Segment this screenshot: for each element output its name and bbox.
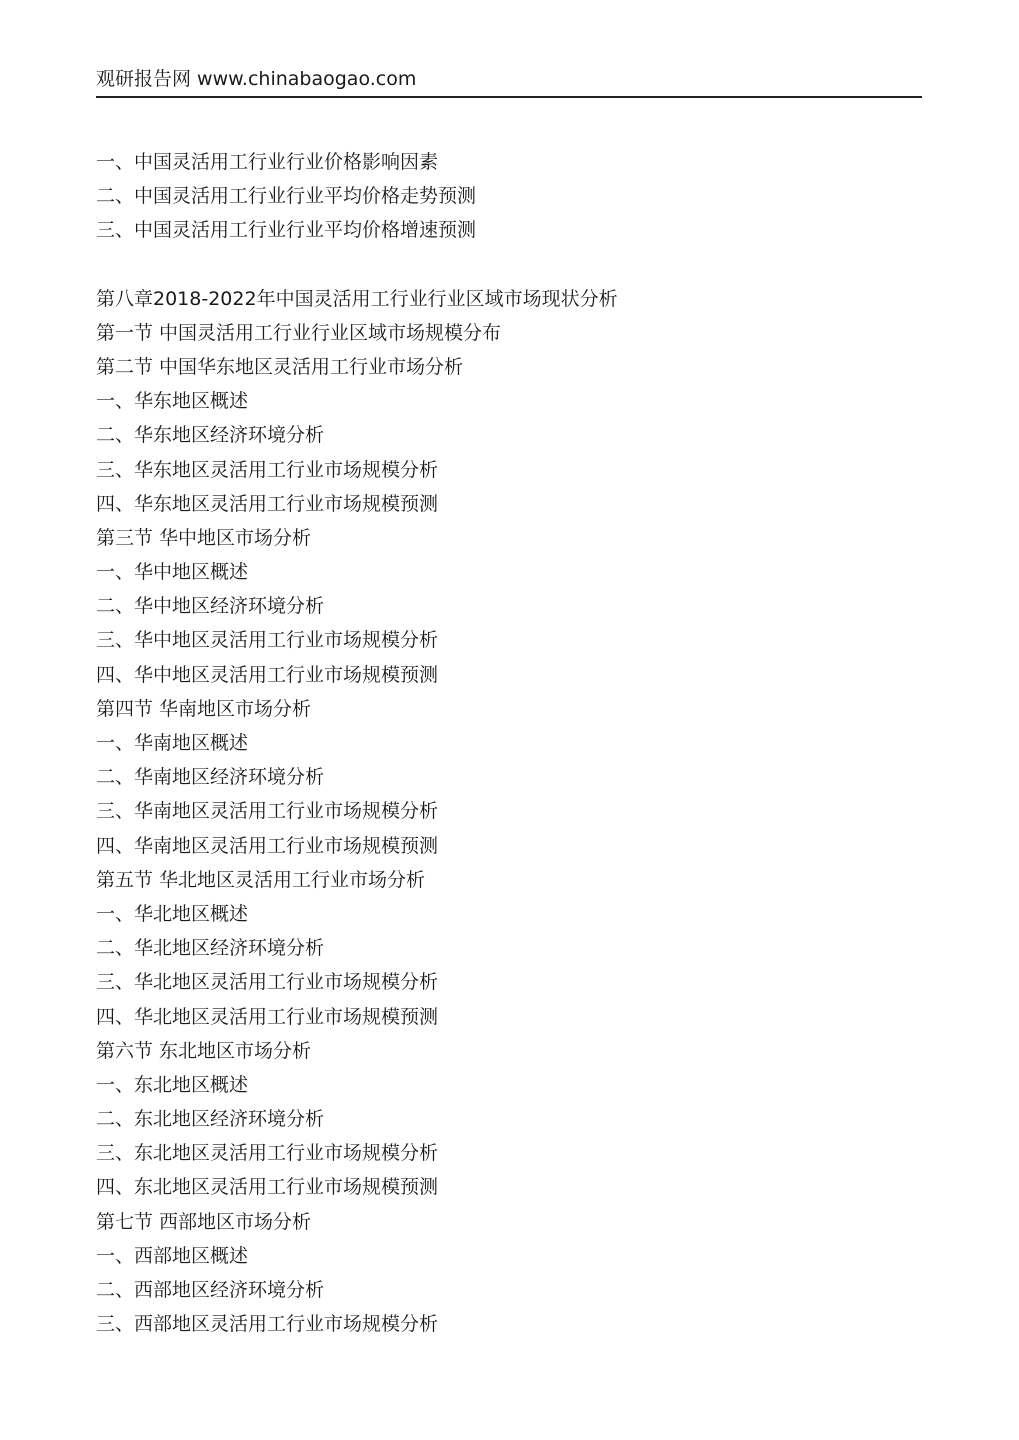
toc-section: 第四节 华南地区市场分析 xyxy=(96,697,312,720)
toc-section: 第七节 西部地区市场分析 xyxy=(96,1210,312,1233)
toc-item: 三、华北地区灵活用工行业市场规模分析 xyxy=(96,971,439,994)
toc-item: 四、华南地区灵活用工行业市场规模预测 xyxy=(96,834,439,857)
toc-item: 一、中国灵活用工行业行业价格影响因素 xyxy=(96,151,439,173)
toc-item: 四、华东地区灵活用工行业市场规模预测 xyxy=(96,492,439,515)
toc-item: 三、华东地区灵活用工行业市场规模分析 xyxy=(96,458,439,481)
toc-item: 四、东北地区灵活用工行业市场规模预测 xyxy=(96,1176,439,1199)
toc-item: 二、华南地区经济环境分析 xyxy=(96,766,325,789)
toc-item: 三、华南地区灵活用工行业市场规模分析 xyxy=(96,800,439,823)
toc-item: 四、华北地区灵活用工行业市场规模预测 xyxy=(96,1005,439,1028)
toc-group-chapter-8 xyxy=(96,282,922,1342)
toc-item: 一、华东地区概述 xyxy=(96,390,249,413)
toc-item: 三、东北地区灵活用工行业市场规模分析 xyxy=(96,1142,439,1165)
toc-item: 一、华南地区概述 xyxy=(96,732,249,754)
toc-item: 三、华中地区灵活用工行业市场规模分析 xyxy=(96,629,439,652)
toc-section: 第五节 华北地区灵活用工行业市场分析 xyxy=(96,868,426,891)
toc-item: 一、华中地区概述 xyxy=(96,561,249,584)
toc-section: 第三节 华中地区市场分析 xyxy=(96,526,312,549)
toc-item: 二、华北地区经济环境分析 xyxy=(96,937,325,960)
toc-section: 第二节 中国华东地区灵活用工行业市场分析 xyxy=(96,355,464,378)
toc-item: 二、华中地区经济环境分析 xyxy=(96,595,325,618)
toc-group-price xyxy=(96,145,922,248)
table-of-contents xyxy=(96,145,922,1341)
toc-section: 第一节 中国灵活用工行业行业区域市场规模分布 xyxy=(96,321,502,344)
toc-item: 一、西部地区概述 xyxy=(96,1244,249,1267)
toc-item: 四、华中地区灵活用工行业市场规模预测 xyxy=(96,663,439,686)
toc-item: 二、东北地区经济环境分析 xyxy=(96,1108,325,1131)
toc-item: 一、东北地区概述 xyxy=(96,1073,249,1096)
toc-item: 二、西部地区经济环境分析 xyxy=(96,1279,325,1301)
toc-chapter-title: 第八章2018-2022年中国灵活用工行业行业区域市场现状分析 xyxy=(96,287,618,310)
toc-section: 第六节 东北地区市场分析 xyxy=(96,1039,312,1062)
toc-item: 二、华东地区经济环境分析 xyxy=(96,424,325,447)
toc-item: 二、中国灵活用工行业行业平均价格走势预测 xyxy=(96,185,477,208)
page-header xyxy=(96,66,922,98)
toc-item: 三、西部地区灵活用工行业市场规模分析 xyxy=(96,1313,439,1336)
header-site-name: 观研报告网 www.chinabaogao.com xyxy=(96,68,417,90)
toc-item: 一、华北地区概述 xyxy=(96,902,249,925)
toc-item: 三、中国灵活用工行业行业平均价格增速预测 xyxy=(96,219,477,242)
